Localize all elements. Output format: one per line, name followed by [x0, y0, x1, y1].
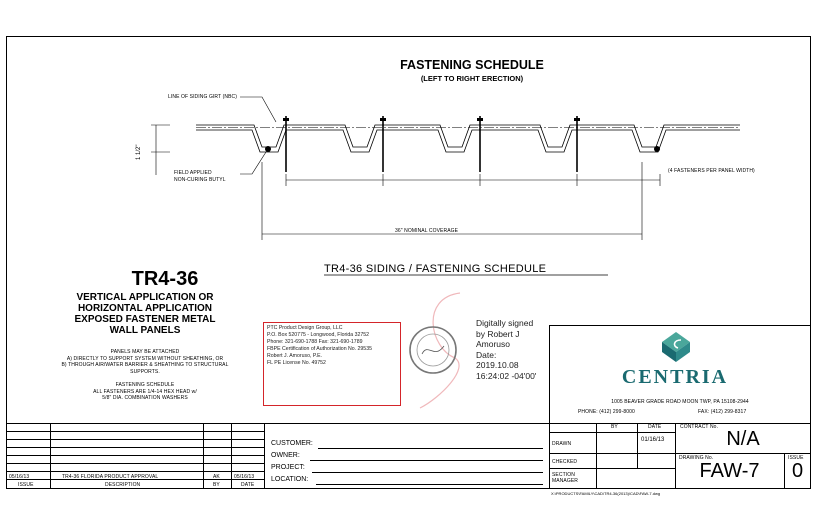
callout-non-curing-butyl: NON-CURING BUTYL — [174, 177, 226, 183]
header-by: BY — [213, 482, 220, 488]
product-description: VERTICAL APPLICATION OR HORIZONTAL APPLICATION EXPOSED FASTENER METAL WALL PANELS — [74, 292, 216, 336]
revision-date: 05/16/13 — [9, 474, 30, 480]
checked-label: CHECKED — [552, 459, 578, 465]
section-title: TR4-36 SIDING / FASTENING SCHEDULE — [324, 263, 547, 275]
digital-signature: Digitally signed by Robert J Amoruso Date: 2019.10.08 16:24:02 -04'00' — [476, 318, 537, 381]
callout-line-of-siding: LINE OF SIDING GIRT (NBC) — [168, 94, 237, 100]
company-address: 1005 BEAVER GRADE ROAD MOON TWP, PA 15108-2944 — [611, 399, 749, 405]
attachment-note: PANELS MAY BE ATTACHED A) DIRECTLY TO SUPPORT SYSTEM WITHOUT SHEATHING, OR B) THROUGH AIR/WATER BARRIER & SHEATHING TO STRUCTURAL SUPPORTS. — [61, 349, 229, 375]
butyl-sealant — [265, 146, 660, 152]
centria-logo-icon — [660, 330, 692, 364]
fastening-note: FASTENING SCHEDULE ALL FASTENERS ARE 1/4-14 HEX HEAD w/ 5/8" DIA. COMBINATION WASHERS — [93, 382, 197, 401]
issue-label: ISSUE — [788, 455, 804, 461]
engineer-stamp-box: PTC Product Design Group, LLC P.O. Box 520775 - Longwood, Florida 32752 Phone: 321-690-1788 Fax: 321-690-1789 FBPE Certification of Authorization No. 29535 Robert J. Amoruso, P.E. FL PE License No. 49752 — [263, 322, 401, 406]
drawing-number: FAW-7 — [699, 460, 760, 482]
revision-by: AK — [213, 474, 220, 480]
callout-field-applied: FIELD APPLIED — [174, 170, 212, 176]
panel-profile-outer — [196, 125, 740, 147]
file-path-note: X:\PRODUCTS\FAMILY\CAD\TR4-36(2013)\CAD\FAW-7.dwg — [551, 491, 661, 496]
drawn-date: 01/16/13 — [641, 437, 665, 443]
owner-label: OWNER: — [271, 452, 300, 459]
contract-label: CONTRACT No. — [680, 424, 719, 430]
coverage-dimension-label: 36" NOMINAL COVERAGE — [395, 228, 459, 234]
contract-value: N/A — [726, 428, 760, 450]
schedule-subtitle: (LEFT TO RIGHT ERECTION) — [420, 74, 524, 83]
header-description: DESCRIPTION — [105, 482, 141, 488]
issue-value: 0 — [791, 460, 804, 482]
section-manager-label: SECTION MANAGER — [552, 472, 578, 484]
location-label: LOCATION: — [271, 476, 309, 483]
project-label: PROJECT: — [271, 464, 305, 471]
drawn-label: DRAWN — [552, 441, 572, 447]
date-label: DATE — [648, 424, 662, 430]
product-name: TR4-36 — [131, 268, 199, 290]
drawing-no-label: DRAWING No. — [679, 455, 714, 461]
fasteners-per-panel-note: (4 FASTENERS PER PANEL WIDTH) — [668, 168, 755, 174]
customer-label: CUSTOMER: — [271, 440, 313, 447]
revision-row-date: 05/16/13 — [234, 474, 255, 480]
header-date: DATE — [241, 482, 255, 488]
revision-description: TR4-36 FLORIDA PRODUCT APPROVAL — [62, 474, 159, 480]
company-phone: PHONE: (412) 299-8000 — [578, 409, 635, 415]
by-label: BY — [611, 424, 618, 430]
depth-dimension-label: 1 1/2" — [136, 144, 142, 160]
company-fax: FAX: (412) 299-8317 — [698, 409, 747, 415]
company-name: CENTRIA — [621, 366, 729, 388]
schedule-title: FASTENING SCHEDULE — [400, 58, 544, 72]
header-issue: ISSUE — [18, 482, 34, 488]
signature-seal — [400, 288, 480, 418]
